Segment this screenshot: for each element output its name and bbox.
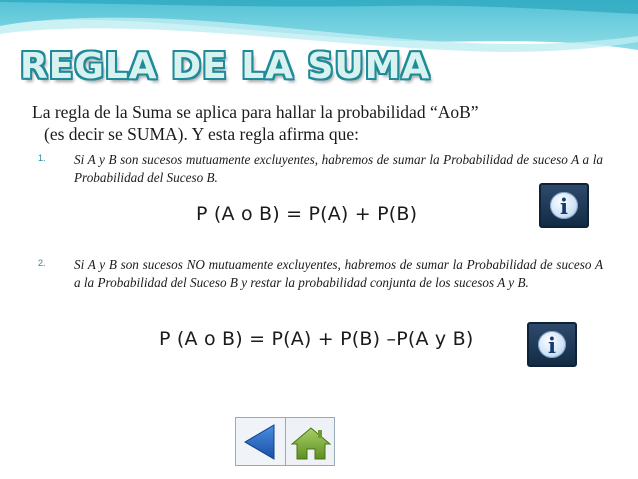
- slide-title: REGLA DE LA SUMA: [20, 46, 431, 87]
- formula-not-mutually-exclusive: P (A o B) = P(A) + P(B) –P(A y B): [159, 328, 474, 350]
- list-item-text: Si A y B son sucesos mutuamente excluyentes, habremos de sumar la Probabilidad de suceso A a la Probabilidad del Suceso B.: [74, 152, 603, 185]
- intro-line-2: (es decir se SUMA). Y esta regla afirma que:: [44, 124, 360, 144]
- info-glyph: i: [560, 194, 568, 219]
- home-button[interactable]: [285, 417, 335, 466]
- list-item-number: 2.: [38, 258, 46, 268]
- info-button[interactable]: [539, 183, 589, 228]
- list-item: [38, 256, 603, 292]
- left-arrow-icon: [236, 418, 288, 467]
- information-icon: [550, 192, 578, 219]
- list-item: [38, 151, 603, 187]
- list-item-number: 1.: [38, 153, 46, 163]
- formula-mutually-exclusive: P (A o B) = P(A) + P(B): [196, 203, 418, 225]
- back-button[interactable]: [235, 417, 287, 466]
- info-glyph: i: [548, 333, 556, 358]
- information-icon: [538, 331, 566, 358]
- list-item-text: Si A y B son sucesos NO mutuamente excluyentes, habremos de sumar la Probabilidad de suceso A a la Probabilidad del Suceso B y restar la probabilidad conjunta de los sucesos A y B.: [74, 257, 603, 290]
- home-icon: [286, 418, 336, 467]
- intro-text: [32, 101, 622, 145]
- intro-line-1: La regla de la Suma se aplica para hallar la probabilidad “AoB”: [32, 102, 479, 122]
- info-button[interactable]: [527, 322, 577, 367]
